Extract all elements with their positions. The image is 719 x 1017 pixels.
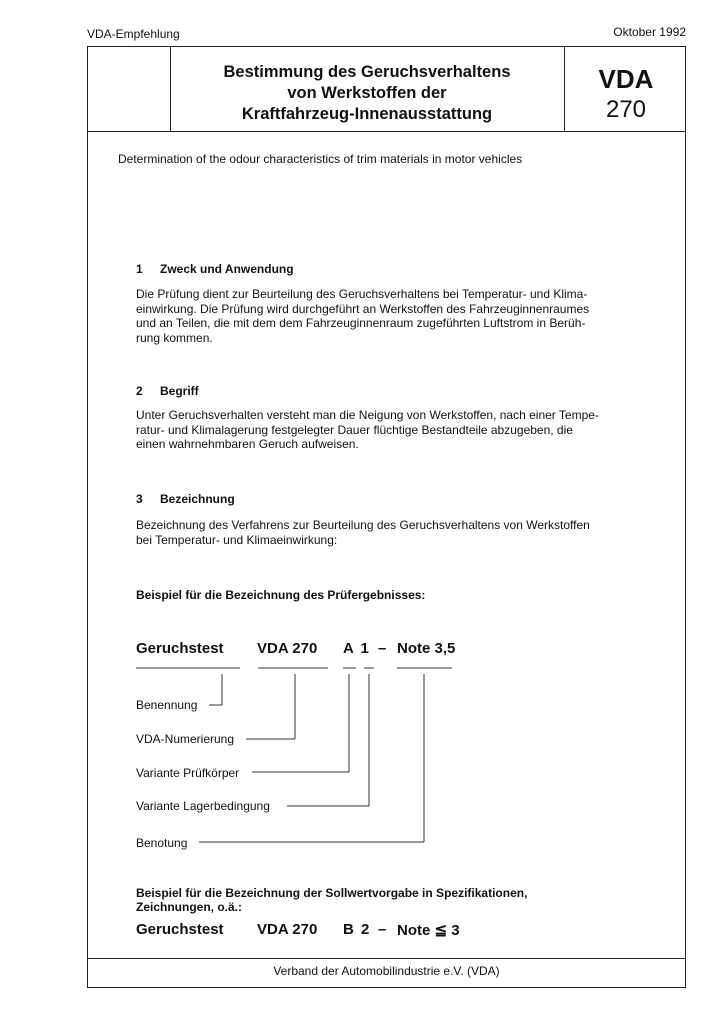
title-line: Kraftfahrzeug-Innenausstattung (241, 105, 493, 123)
label-benennung: Benennung (136, 698, 198, 712)
header-left: VDA-Empfehlung (87, 27, 180, 41)
designation-variant: B 2 (343, 921, 370, 938)
body-line: Unter Geruchsverhalten versteht man die Neigung von Werkstoffen, nach einer Tempe- (136, 408, 599, 422)
body-line: einen wahrnehmbaren Geruch aufweisen. (136, 437, 359, 451)
designation-note: Note 3,5 (397, 640, 456, 657)
example-heading: Beispiel für die Bezeichnung des Prüfergebnisses: (136, 588, 426, 602)
designation-variant: A 1 (343, 640, 369, 657)
body-line: und an Teilen, die mit dem dem Fahrzeuginnenraum zugeführten Luftstrom in Berüh- (136, 316, 586, 330)
designation-dash: – (378, 921, 387, 938)
section-number: 3 (136, 492, 143, 506)
section-title: Bezeichnung (160, 492, 235, 506)
body-line: ratur- und Klimalagerung festgelegter Dauer flüchtige Bestandteile abzugeben, die (136, 422, 573, 437)
header-date: Oktober 1992 (613, 25, 686, 39)
footer-publisher: Verband der Automobilindustrie e.V. (VDA) (273, 964, 500, 978)
body-line: bei Temperatur- und Klimaeinwirkung: (136, 532, 338, 547)
designation-number: VDA 270 (257, 640, 318, 657)
designation-number: VDA 270 (257, 921, 318, 938)
designation-name: Geruchstest (136, 921, 224, 938)
vda-number: 270 (605, 96, 647, 123)
designation-note: Note ≦ 3 (397, 922, 460, 939)
body-line: Bezeichnung des Verfahrens zur Beurteilung des Geruchsverhaltens von Werkstoffen (136, 518, 590, 532)
vda-label: VDA (598, 64, 654, 94)
example-heading-line: Beispiel für die Bezeichnung der Sollwertvorgabe in Spezifikationen, (136, 886, 528, 900)
body-line: rung kommen. (136, 330, 213, 345)
section-number: 1 (136, 262, 143, 276)
title-line: von Werkstoffen der (287, 84, 447, 102)
example-heading-line: Zeichnungen, o.ä.: (136, 900, 243, 914)
designation-name: Geruchstest (136, 640, 224, 657)
label-vda-numerierung: VDA-Numerierung (136, 732, 235, 746)
title-line: Bestimmung des Geruchsverhaltens (223, 63, 511, 81)
english-subtitle: Determination of the odour characteristics of trim materials in motor vehicles (118, 152, 523, 166)
label-variante-lagerbedingung: Variante Lagerbedingung (136, 799, 270, 813)
section-title: Begriff (160, 384, 199, 398)
designation-dash: – (378, 640, 387, 657)
body-line: einwirkung. Die Prüfung wird durchgeführt an Werkstoffen des Fahrzeuginnenraumes (136, 301, 590, 316)
label-benotung: Benotung (136, 836, 188, 850)
body-line: Die Prüfung dient zur Beurteilung des Geruchsverhaltens bei Temperatur- und Klima- (136, 287, 588, 301)
label-variante-pruefkoerper: Variante Prüfkörper (136, 766, 240, 780)
example-heading (136, 886, 527, 914)
section-title: Zweck und Anwendung (160, 262, 294, 276)
section-number: 2 (136, 384, 143, 398)
